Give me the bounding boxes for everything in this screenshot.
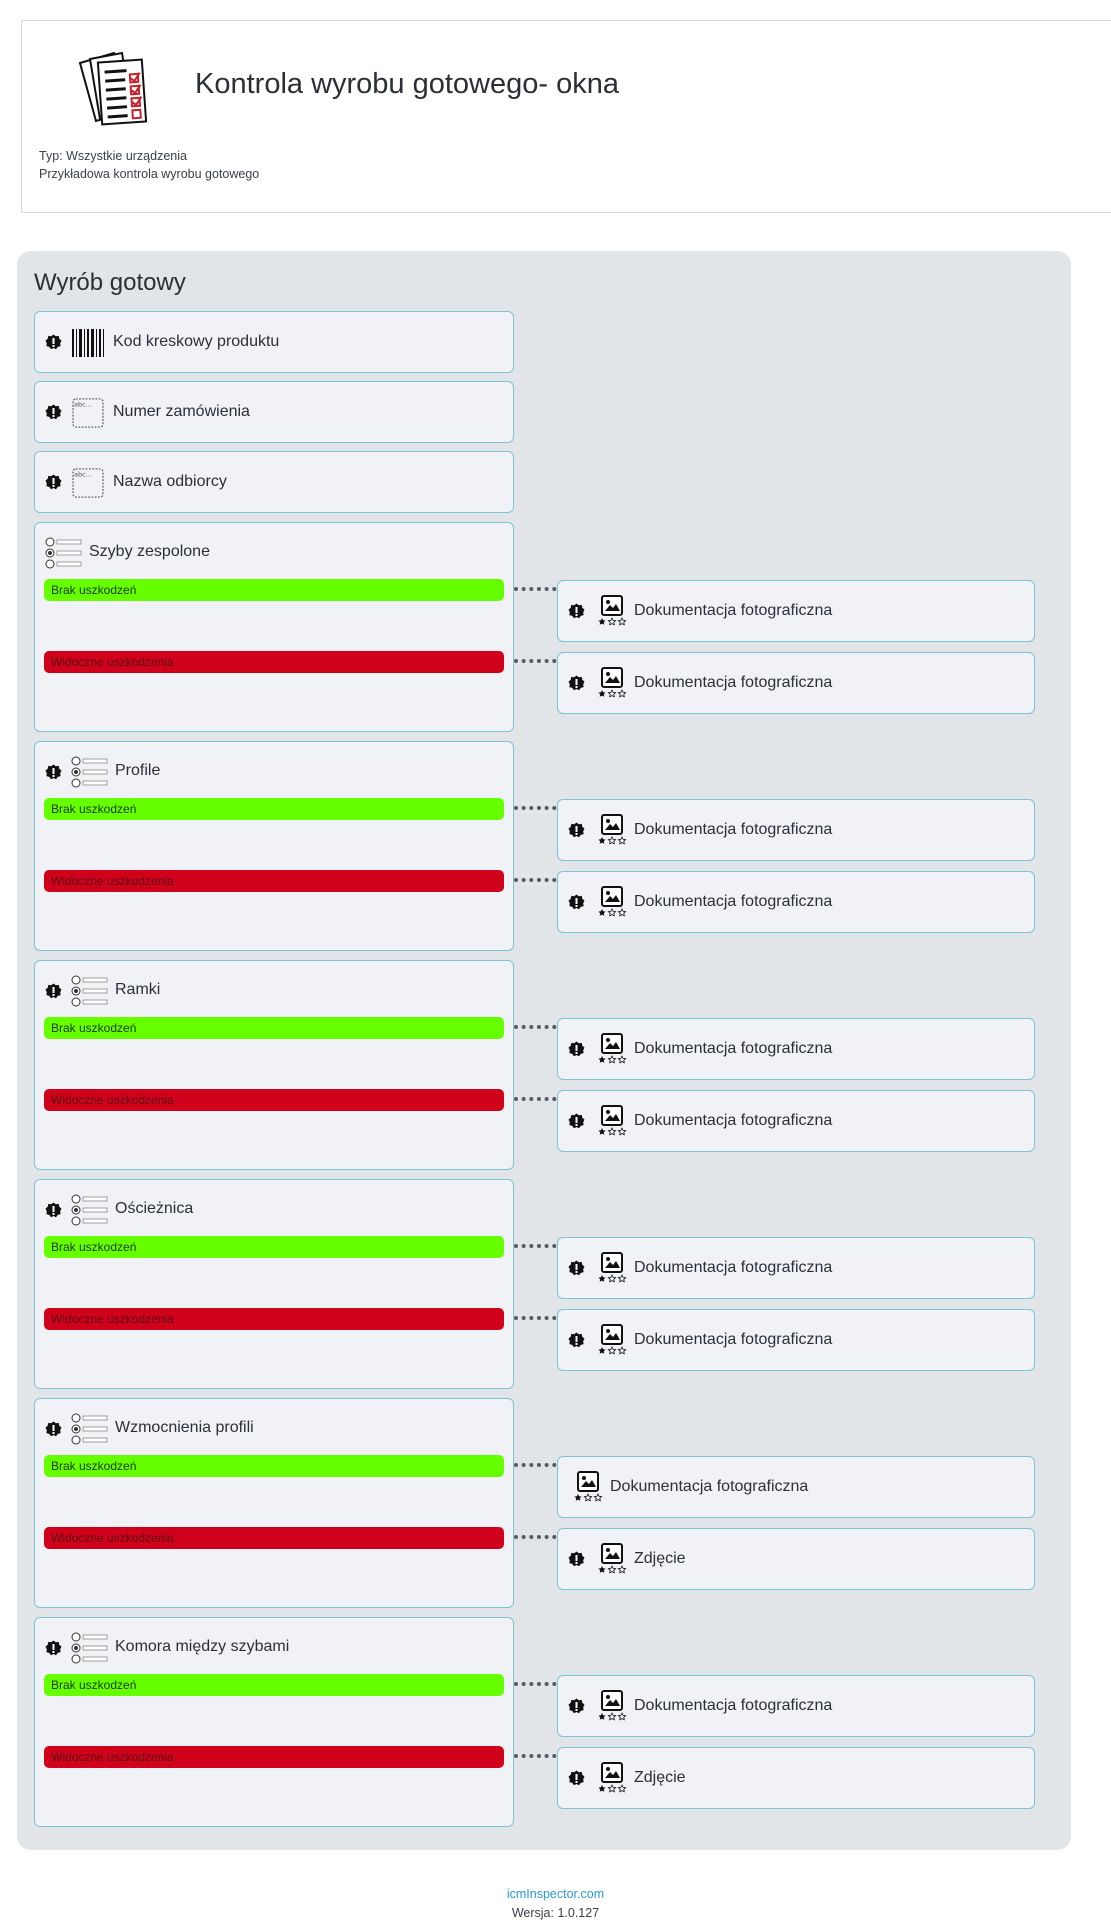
required-icon bbox=[45, 474, 62, 491]
question-block[interactable] bbox=[34, 1398, 514, 1608]
photo-rating-icon bbox=[596, 1252, 630, 1284]
question-label: Ramki bbox=[115, 981, 161, 998]
required-icon bbox=[45, 983, 62, 1000]
answer-option[interactable]: Brak uszkodzeń bbox=[44, 1236, 504, 1258]
photo-rating-icon bbox=[596, 595, 630, 627]
required-icon bbox=[45, 1640, 62, 1657]
radio-list-icon bbox=[71, 1413, 109, 1445]
photo-rating-icon bbox=[596, 667, 630, 699]
required-icon bbox=[45, 1421, 62, 1438]
photo-rating-icon bbox=[596, 814, 630, 846]
required-icon bbox=[45, 334, 62, 351]
followup-photo-field[interactable] bbox=[557, 1090, 1035, 1152]
required-icon bbox=[45, 1202, 62, 1219]
answer-option[interactable]: Brak uszkodzeń bbox=[44, 1017, 504, 1039]
required-icon bbox=[568, 1770, 585, 1787]
followup-photo-field[interactable] bbox=[557, 1309, 1035, 1371]
required-icon bbox=[568, 1332, 585, 1349]
field-label: Nazwa odbiorcy bbox=[113, 473, 227, 490]
required-icon bbox=[568, 1698, 585, 1715]
question-label: Szyby zespolone bbox=[89, 543, 210, 560]
followup-label: Dokumentacja fotograficzna bbox=[610, 1478, 809, 1495]
version-label: Wersja: 1.0.127 bbox=[511, 1906, 600, 1920]
photo-rating-icon bbox=[596, 1762, 630, 1794]
followup-photo-field[interactable] bbox=[557, 1237, 1035, 1299]
followup-photo-field[interactable] bbox=[557, 871, 1035, 933]
answer-option[interactable]: Widoczne uszkodzenia bbox=[44, 1308, 504, 1330]
photo-rating-icon bbox=[596, 1033, 630, 1065]
required-icon bbox=[45, 764, 62, 781]
followup-label: Dokumentacja fotograficzna bbox=[634, 602, 833, 619]
question-block[interactable] bbox=[34, 522, 514, 732]
photo-rating-icon bbox=[596, 1543, 630, 1575]
followup-label: Zdjęcie bbox=[634, 1550, 686, 1567]
required-icon bbox=[568, 1551, 585, 1568]
answer-option[interactable]: Widoczne uszkodzenia bbox=[44, 651, 504, 673]
radio-list-icon bbox=[71, 756, 109, 788]
required-icon bbox=[568, 1113, 585, 1130]
field-barcode[interactable] bbox=[34, 311, 514, 373]
svg-text:abc...: abc... bbox=[73, 400, 92, 409]
template-description: Przykładowa kontrola wyrobu gotowego bbox=[39, 167, 260, 181]
required-icon bbox=[568, 603, 585, 620]
field-order-number[interactable] bbox=[34, 381, 514, 443]
answer-option[interactable]: Widoczne uszkodzenia bbox=[44, 1089, 504, 1111]
answer-option[interactable]: Brak uszkodzeń bbox=[44, 579, 504, 601]
followup-label: Dokumentacja fotograficzna bbox=[634, 1040, 833, 1057]
question-block[interactable] bbox=[34, 1179, 514, 1389]
answer-option[interactable]: Brak uszkodzeń bbox=[44, 1674, 504, 1696]
answer-option[interactable]: Widoczne uszkodzenia bbox=[44, 1746, 504, 1768]
answer-option[interactable]: Brak uszkodzeń bbox=[44, 1455, 504, 1477]
followup-label: Zdjęcie bbox=[634, 1769, 686, 1786]
page-title: Kontrola wyrobu gotowego- okna bbox=[195, 68, 619, 100]
answer-option[interactable]: Brak uszkodzeń bbox=[44, 798, 504, 820]
question-label: Profile bbox=[115, 762, 161, 779]
required-icon bbox=[568, 1041, 585, 1058]
followup-photo-field[interactable] bbox=[557, 580, 1035, 642]
field-label: Kod kreskowy produktu bbox=[113, 333, 280, 350]
radio-list-icon bbox=[71, 1632, 109, 1664]
photo-rating-icon bbox=[596, 1690, 630, 1722]
followup-label: Dokumentacja fotograficzna bbox=[634, 1112, 833, 1129]
followup-label: Dokumentacja fotograficzna bbox=[634, 1259, 833, 1276]
question-block[interactable] bbox=[34, 960, 514, 1170]
required-icon bbox=[568, 675, 585, 692]
followup-label: Dokumentacja fotograficzna bbox=[634, 893, 833, 910]
footer-link[interactable]: icmInspector.com bbox=[506, 1887, 605, 1901]
header-meta bbox=[39, 147, 259, 183]
followup-photo-field[interactable] bbox=[557, 1675, 1035, 1737]
followup-photo-field[interactable] bbox=[557, 1747, 1035, 1809]
answer-option[interactable]: Widoczne uszkodzenia bbox=[44, 1527, 504, 1549]
required-icon bbox=[568, 894, 585, 911]
text-field-icon bbox=[71, 398, 105, 428]
field-label: Numer zamówienia bbox=[113, 403, 250, 420]
followup-label: Dokumentacja fotograficzna bbox=[634, 1697, 833, 1714]
text-field-icon bbox=[71, 468, 105, 498]
photo-rating-icon bbox=[572, 1471, 606, 1503]
photo-rating-icon bbox=[596, 1105, 630, 1137]
checklist-document-icon bbox=[72, 49, 158, 129]
answer-option[interactable]: Widoczne uszkodzenia bbox=[44, 870, 504, 892]
question-label: Ościeżnica bbox=[115, 1200, 194, 1217]
footer bbox=[0, 1885, 1111, 1920]
followup-label: Dokumentacja fotograficzna bbox=[634, 821, 833, 838]
field-recipient-name[interactable] bbox=[34, 451, 514, 513]
followup-photo-field[interactable] bbox=[557, 799, 1035, 861]
question-block[interactable] bbox=[34, 1617, 514, 1827]
required-icon bbox=[568, 1260, 585, 1277]
device-type: Typ: Wszystkie urządzenia bbox=[39, 149, 187, 163]
question-label: Wzmocnienia profili bbox=[115, 1419, 254, 1436]
photo-rating-icon bbox=[596, 1324, 630, 1356]
followup-photo-field[interactable] bbox=[557, 652, 1035, 714]
svg-text:abc...: abc... bbox=[73, 470, 92, 479]
section-title: Wyrób gotowy bbox=[34, 269, 186, 296]
section-finished-product bbox=[17, 251, 1071, 1850]
radio-list-icon bbox=[45, 537, 83, 569]
followup-photo-field[interactable] bbox=[557, 1528, 1035, 1590]
photo-rating-icon bbox=[596, 886, 630, 918]
followup-photo-field[interactable] bbox=[557, 1456, 1035, 1518]
question-label: Komora między szybami bbox=[115, 1638, 290, 1655]
followup-photo-field[interactable] bbox=[557, 1018, 1035, 1080]
required-icon bbox=[45, 404, 62, 421]
radio-list-icon bbox=[71, 975, 109, 1007]
radio-list-icon bbox=[71, 1194, 109, 1226]
barcode-icon bbox=[71, 328, 105, 358]
required-icon bbox=[568, 822, 585, 839]
question-block[interactable] bbox=[34, 741, 514, 951]
followup-label: Dokumentacja fotograficzna bbox=[634, 674, 833, 691]
followup-label: Dokumentacja fotograficzna bbox=[634, 1331, 833, 1348]
header-card bbox=[21, 20, 1111, 213]
